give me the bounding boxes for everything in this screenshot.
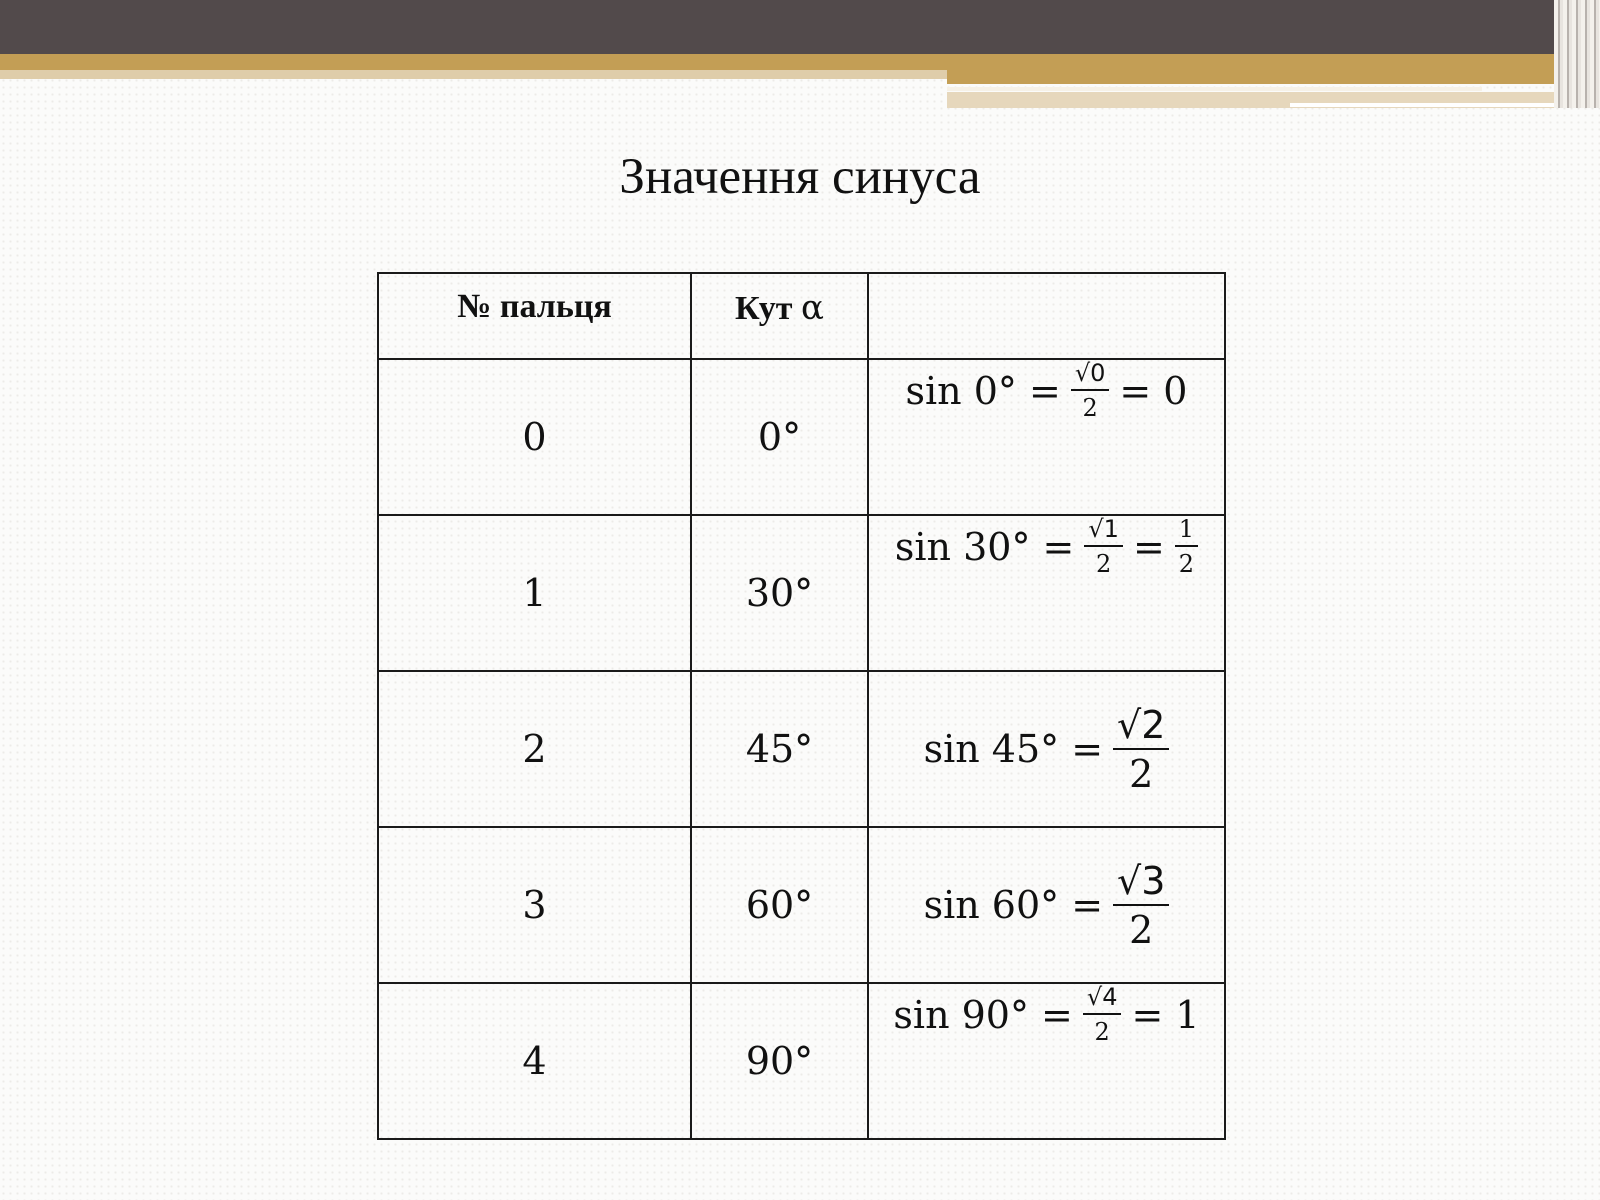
header-bar-gold bbox=[0, 54, 1600, 70]
sine-values-table bbox=[377, 272, 1226, 1140]
header-finger-number: № пальця bbox=[378, 273, 691, 359]
angle-value: 30° bbox=[691, 515, 868, 671]
formula-lhs: sin 0° = bbox=[905, 368, 1061, 413]
formula-result: = 1 bbox=[1131, 992, 1200, 1037]
formula-lhs: sin 45° = bbox=[923, 727, 1104, 771]
fraction-numerator: √2 bbox=[1113, 705, 1169, 750]
angle-value: 0° bbox=[691, 359, 868, 515]
sine-formula bbox=[868, 827, 1225, 983]
angle-value: 60° bbox=[691, 827, 868, 983]
angle-value: 45° bbox=[691, 671, 868, 827]
edge-stripes bbox=[1554, 0, 1600, 108]
fraction-denominator: 2 bbox=[1082, 394, 1098, 422]
finger-number: 0 bbox=[378, 359, 691, 515]
formula-result: = 0 bbox=[1119, 368, 1188, 413]
alpha-symbol: α bbox=[801, 288, 824, 328]
table-row bbox=[378, 983, 1225, 1139]
result-fraction bbox=[1175, 516, 1198, 577]
sine-formula bbox=[868, 671, 1225, 827]
fraction-denominator: 2 bbox=[1096, 550, 1112, 578]
fraction-denominator: 2 bbox=[1129, 751, 1154, 796]
header-bar-light bbox=[0, 70, 947, 79]
finger-number: 3 bbox=[378, 827, 691, 983]
header-bar-gold-right bbox=[947, 70, 1600, 84]
fraction-numerator: √1 bbox=[1084, 516, 1123, 547]
header-formula bbox=[868, 273, 1225, 359]
finger-number: 4 bbox=[378, 983, 691, 1139]
finger-number: 2 bbox=[378, 671, 691, 827]
formula-lhs: sin 60° = bbox=[923, 883, 1104, 927]
table-row bbox=[378, 515, 1225, 671]
table-header-row bbox=[378, 273, 1225, 359]
fraction bbox=[1113, 858, 1169, 952]
header-angle bbox=[691, 273, 868, 359]
sine-formula bbox=[868, 359, 1225, 515]
fraction-denominator: 2 bbox=[1094, 1018, 1110, 1046]
fraction bbox=[1083, 984, 1122, 1045]
header-accent-line bbox=[947, 87, 1482, 91]
formula-lhs: sin 30° = bbox=[894, 524, 1075, 569]
fraction bbox=[1071, 360, 1110, 421]
fraction-numerator: √4 bbox=[1083, 984, 1122, 1015]
result-denominator: 2 bbox=[1178, 550, 1195, 578]
fraction-numerator: √0 bbox=[1071, 360, 1110, 391]
fraction bbox=[1084, 516, 1123, 577]
table-row bbox=[378, 359, 1225, 515]
result-numerator: 1 bbox=[1175, 516, 1198, 547]
formula-equals: = bbox=[1132, 524, 1165, 569]
angle-value: 90° bbox=[691, 983, 868, 1139]
sine-formula bbox=[868, 515, 1225, 671]
table-row bbox=[378, 671, 1225, 827]
formula-lhs: sin 90° = bbox=[893, 992, 1073, 1037]
fraction-numerator: √3 bbox=[1113, 861, 1169, 906]
header-accent-line-2 bbox=[1290, 103, 1568, 107]
fraction-denominator: 2 bbox=[1129, 907, 1154, 952]
header-bar-dark bbox=[0, 0, 1600, 54]
sine-formula bbox=[868, 983, 1225, 1139]
header-angle-label: Кут bbox=[735, 290, 802, 327]
finger-number: 1 bbox=[378, 515, 691, 671]
page-title: Значення синуса bbox=[619, 149, 981, 205]
table-row bbox=[378, 827, 1225, 983]
fraction bbox=[1113, 702, 1169, 796]
